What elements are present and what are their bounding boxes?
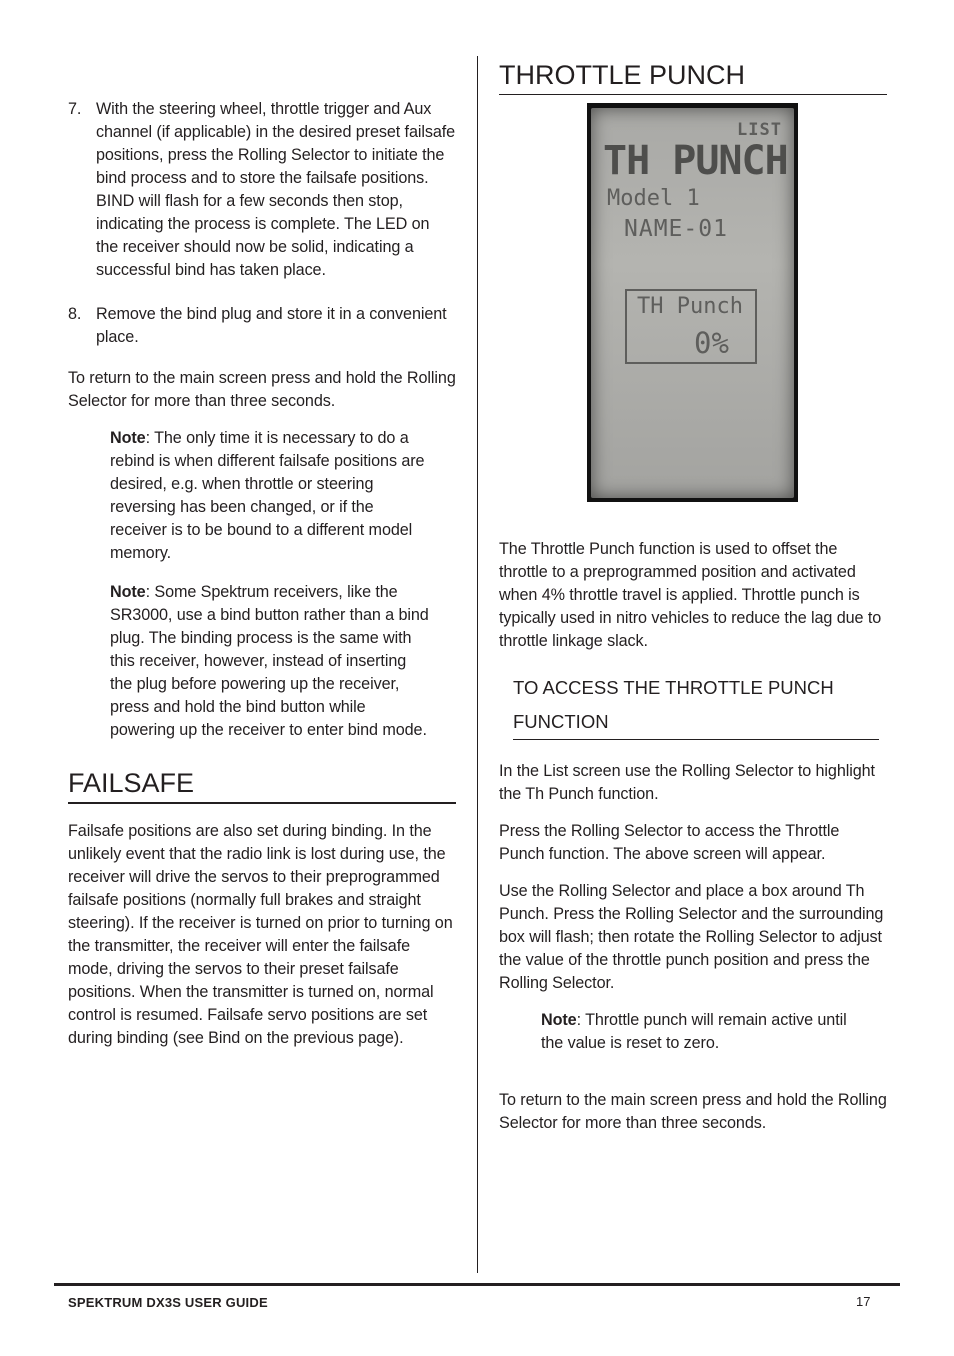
subheading-line-1: TO ACCESS THE THROTTLE PUNCH bbox=[513, 677, 834, 698]
lcd-th-punch-value: 0% bbox=[694, 326, 729, 360]
note-text: : Throttle punch will remain active until the value is reset to zero. bbox=[541, 1011, 847, 1052]
note-label: Note bbox=[541, 1011, 577, 1029]
throttle-punch-intro: The Throttle Punch function is used to offset the throttle to a preprogrammed position and activated when 4% throttle travel is applied. Throttle punch is typically used in nitro vehicles to reduce the lag due to throttle linkage slack. bbox=[499, 540, 882, 650]
step-number: 7. bbox=[68, 100, 82, 118]
return-instruction: To return to the main screen press and hold the Rolling Selector for more than three seconds. bbox=[68, 369, 456, 410]
footer-rule bbox=[54, 1283, 900, 1286]
throttle-punch-note bbox=[541, 1009, 861, 1055]
lcd-model-name: NAME-01 bbox=[624, 216, 728, 242]
access-subheading bbox=[513, 671, 879, 740]
lcd-list-label: LIST bbox=[737, 120, 782, 140]
note-text: : The only time it is necessary to do a rebind is when different failsafe positions are desired, e.g. when throttle or steering reversing has been changed, or if the receiver is to be bound to a different model memory. bbox=[110, 429, 425, 562]
rebind-note bbox=[110, 427, 430, 565]
list-item bbox=[68, 98, 456, 282]
step-text: With the steering wheel, throttle trigger and Aux channel (if applicable) in the desired preset failsafe positions, press the Rolling Selector to initiate the bind process and to store the failsafe positions. BIND will flash for a few seconds then stop, indicating the process is complete. The LED on the receiver should now be solid, indicating a successful bind has taken place. bbox=[96, 100, 456, 279]
failsafe-heading: FAILSAFE bbox=[68, 766, 456, 804]
note-label: Note bbox=[110, 429, 146, 447]
throttle-punch-heading: THROTTLE PUNCH bbox=[499, 58, 887, 95]
step-text: Remove the bind plug and store it in a convenient place. bbox=[96, 305, 447, 346]
note-text: : Some Spektrum receivers, like the SR3000, use a bind button rather than a bind plug. The binding process is the same with this receiver, however, instead of inserting the plug before powering up the receiver, press and hold the bind button while powering up the receiver to enter bind mode. bbox=[110, 583, 429, 739]
lcd-title: TH PUNCH bbox=[603, 138, 788, 184]
note-label: Note bbox=[110, 583, 146, 601]
bind-button-note bbox=[110, 581, 430, 742]
page-number: 17 bbox=[856, 1294, 871, 1309]
access-step-2: Press the Rolling Selector to access the Throttle Punch function. The above screen will appear. bbox=[499, 822, 840, 863]
left-column bbox=[68, 98, 456, 1050]
step-number: 8. bbox=[68, 305, 82, 323]
bind-steps-list bbox=[68, 98, 456, 349]
subheading-line-2: FUNCTION bbox=[513, 711, 609, 732]
lcd-model-label: Model 1 bbox=[607, 186, 700, 211]
right-column bbox=[499, 58, 887, 1135]
column-divider bbox=[477, 56, 478, 1273]
lcd-screenshot bbox=[587, 103, 798, 502]
return-instruction-right: To return to the main screen press and hold the Rolling Selector for more than three seconds. bbox=[499, 1091, 887, 1132]
list-item bbox=[68, 303, 456, 349]
lcd-th-punch-label: TH Punch bbox=[637, 294, 743, 319]
footer-title: SPEKTRUM DX3S USER GUIDE bbox=[68, 1295, 268, 1310]
access-step-3: Use the Rolling Selector and place a box around Th Punch. Press the Rolling Selector and the surrounding box will flash; then rotate the Rolling Selector to adjust the value of the throttle punch position and press the Rolling Selector. bbox=[499, 882, 884, 992]
lcd-display bbox=[591, 108, 794, 498]
access-step-1: In the List screen use the Rolling Selector to highlight the Th Punch function. bbox=[499, 762, 875, 803]
failsafe-paragraph: Failsafe positions are also set during binding. In the unlikely event that the radio link is lost during use, the receiver will drive the servos to their preprogrammed failsafe positions (normally full brakes and straight steering). If the receiver is turned on prior to turning on the transmitter, the receiver will enter the failsafe mode, driving the servos to their preset failsafe positions. When the transmitter is turned on, normal control is resumed. Failsafe servo positions are set during binding (see Bind on the previous page). bbox=[68, 822, 453, 1047]
